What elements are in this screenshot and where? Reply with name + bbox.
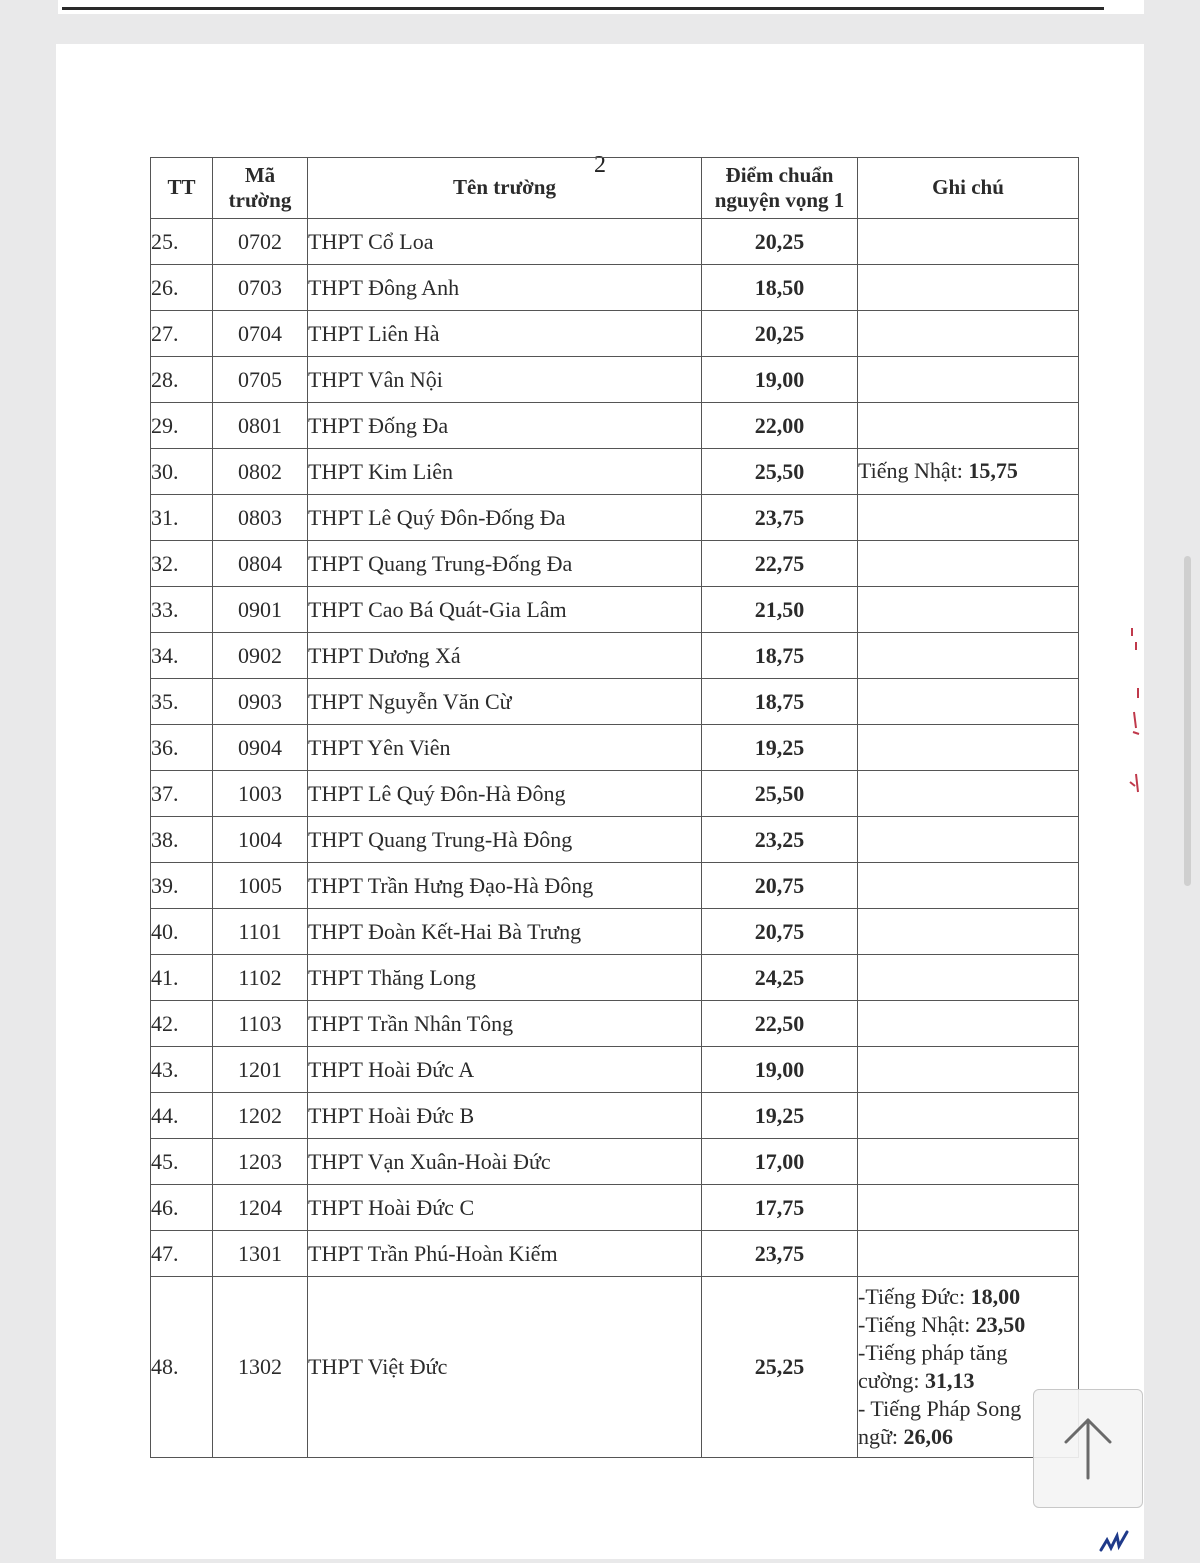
school-name: THPT Trần Nhân Tông xyxy=(308,1001,702,1047)
cutoff-score: 19,25 xyxy=(702,725,858,771)
row-number: 42. xyxy=(151,1001,213,1047)
school-name: THPT Quang Trung-Đống Đa xyxy=(308,541,702,587)
cutoff-score-table xyxy=(150,157,1079,1458)
school-name: THPT Lê Quý Đôn-Hà Đông xyxy=(308,771,702,817)
row-number: 47. xyxy=(151,1231,213,1277)
page-rule xyxy=(62,7,1104,10)
school-code: 0903 xyxy=(213,679,308,725)
table-row xyxy=(151,633,1079,679)
school-code: 1302 xyxy=(213,1277,308,1458)
cutoff-score: 22,75 xyxy=(702,541,858,587)
table-row xyxy=(151,403,1079,449)
cutoff-score: 20,25 xyxy=(702,311,858,357)
note xyxy=(858,725,1079,771)
table-row xyxy=(151,955,1079,1001)
row-number: 45. xyxy=(151,1139,213,1185)
table-row xyxy=(151,265,1079,311)
school-name: THPT Yên Viên xyxy=(308,725,702,771)
note-label: -Tiếng Nhật: xyxy=(858,1311,976,1337)
cutoff-score: 17,00 xyxy=(702,1139,858,1185)
cutoff-score: 21,50 xyxy=(702,587,858,633)
school-name: THPT Vân Nội xyxy=(308,357,702,403)
table-row xyxy=(151,219,1079,265)
school-code: 0702 xyxy=(213,219,308,265)
table-row xyxy=(151,1047,1079,1093)
note xyxy=(858,357,1079,403)
arrow-up-icon xyxy=(1058,1410,1118,1486)
note xyxy=(858,219,1079,265)
school-code: 1101 xyxy=(213,909,308,955)
table-row xyxy=(151,449,1079,495)
note xyxy=(858,1093,1079,1139)
note xyxy=(858,1001,1079,1047)
cutoff-score: 23,75 xyxy=(702,495,858,541)
note-label: -Tiếng Đức: xyxy=(858,1283,971,1309)
row-number: 35. xyxy=(151,679,213,725)
cutoff-score: 25,50 xyxy=(702,449,858,495)
note-value: 23,50 xyxy=(975,1311,1026,1337)
note-label: ngữ: xyxy=(858,1424,904,1450)
note xyxy=(858,403,1079,449)
school-code: 0704 xyxy=(213,311,308,357)
note-line xyxy=(858,1283,1078,1311)
note xyxy=(858,495,1079,541)
note xyxy=(858,817,1079,863)
row-number: 48. xyxy=(151,1277,213,1458)
cutoff-score: 18,50 xyxy=(702,265,858,311)
school-code: 0703 xyxy=(213,265,308,311)
table-row xyxy=(151,1185,1079,1231)
note xyxy=(858,449,1079,495)
school-code: 0901 xyxy=(213,587,308,633)
school-code: 1201 xyxy=(213,1047,308,1093)
school-code: 0904 xyxy=(213,725,308,771)
school-name: THPT Trần Hưng Đạo-Hà Đông xyxy=(308,863,702,909)
table-row xyxy=(151,1093,1079,1139)
row-number: 31. xyxy=(151,495,213,541)
note xyxy=(858,771,1079,817)
row-number: 29. xyxy=(151,403,213,449)
row-number: 25. xyxy=(151,219,213,265)
cutoff-score: 25,50 xyxy=(702,771,858,817)
school-code: 1005 xyxy=(213,863,308,909)
table-header-row xyxy=(151,158,1079,219)
school-name: THPT Hoài Đức A xyxy=(308,1047,702,1093)
note-line xyxy=(858,1311,1078,1339)
note-label: -Tiếng pháp tăng xyxy=(858,1339,1008,1365)
table-row xyxy=(151,1001,1079,1047)
margin-stamp-marks xyxy=(1124,624,1148,814)
note-label: - Tiếng Pháp Song xyxy=(858,1396,1022,1422)
note xyxy=(858,633,1079,679)
note xyxy=(858,1139,1079,1185)
school-code: 1203 xyxy=(213,1139,308,1185)
cutoff-score: 20,25 xyxy=(702,219,858,265)
note xyxy=(858,955,1079,1001)
school-name: THPT Đoàn Kết-Hai Bà Trưng xyxy=(308,909,702,955)
cutoff-score: 20,75 xyxy=(702,863,858,909)
row-number: 30. xyxy=(151,449,213,495)
row-number: 46. xyxy=(151,1185,213,1231)
table-row xyxy=(151,771,1079,817)
table-row xyxy=(151,725,1079,771)
school-name: THPT Đông Anh xyxy=(308,265,702,311)
cutoff-score: 20,75 xyxy=(702,909,858,955)
header-tt: TT xyxy=(151,158,213,219)
school-code: 1204 xyxy=(213,1185,308,1231)
header-score-line: Điểm chuẩn xyxy=(725,162,834,187)
row-number: 39. xyxy=(151,863,213,909)
cutoff-score: 22,50 xyxy=(702,1001,858,1047)
note xyxy=(858,1231,1079,1277)
cutoff-score: 23,25 xyxy=(702,817,858,863)
cutoff-score: 19,25 xyxy=(702,1093,858,1139)
row-number: 28. xyxy=(151,357,213,403)
cutoff-score: 23,75 xyxy=(702,1231,858,1277)
row-number: 27. xyxy=(151,311,213,357)
previous-page-edge xyxy=(58,0,1144,14)
row-number: 33. xyxy=(151,587,213,633)
cutoff-score: 25,25 xyxy=(702,1277,858,1458)
table-row xyxy=(151,1231,1079,1277)
cutoff-score: 18,75 xyxy=(702,679,858,725)
cutoff-score: 19,00 xyxy=(702,357,858,403)
school-name: THPT Liên Hà xyxy=(308,311,702,357)
school-code: 1202 xyxy=(213,1093,308,1139)
school-name: THPT Hoài Đức B xyxy=(308,1093,702,1139)
vertical-scrollbar[interactable] xyxy=(1184,556,1191,886)
header-code-line: Mã xyxy=(244,162,276,187)
header-school-code xyxy=(213,158,308,219)
school-name: THPT Nguyễn Văn Cừ xyxy=(308,679,702,725)
header-note: Ghi chú xyxy=(858,158,1079,219)
school-code: 1103 xyxy=(213,1001,308,1047)
note xyxy=(858,1185,1079,1231)
row-number: 44. xyxy=(151,1093,213,1139)
header-score-line: nguyện vọng 1 xyxy=(714,188,845,212)
header-school-name: Tên trường xyxy=(308,158,702,219)
table-row xyxy=(151,1139,1079,1185)
school-code: 1004 xyxy=(213,817,308,863)
table-row xyxy=(151,495,1079,541)
school-code: 0902 xyxy=(213,633,308,679)
row-number: 43. xyxy=(151,1047,213,1093)
note-label: cường: xyxy=(858,1368,925,1393)
note xyxy=(858,311,1079,357)
note xyxy=(858,541,1079,587)
school-code: 0801 xyxy=(213,403,308,449)
table-row xyxy=(151,311,1079,357)
school-name: THPT Cao Bá Quát-Gia Lâm xyxy=(308,587,702,633)
school-name: THPT Lê Quý Đôn-Đống Đa xyxy=(308,495,702,541)
cutoff-score: 24,25 xyxy=(702,955,858,1001)
school-name: THPT Việt Đức xyxy=(308,1277,702,1458)
school-name: THPT Thăng Long xyxy=(308,955,702,1001)
note xyxy=(858,1047,1079,1093)
table-row xyxy=(151,909,1079,955)
school-code: 0802 xyxy=(213,449,308,495)
pen-mark xyxy=(1097,1528,1131,1563)
row-number: 32. xyxy=(151,541,213,587)
school-name: THPT Quang Trung-Hà Đông xyxy=(308,817,702,863)
page-number: 2 xyxy=(594,152,606,178)
school-name: THPT Kim Liên xyxy=(308,449,702,495)
note-line xyxy=(858,1339,1078,1367)
note-line xyxy=(858,457,1078,485)
row-number: 37. xyxy=(151,771,213,817)
school-name: THPT Trần Phú-Hoàn Kiếm xyxy=(308,1231,702,1277)
header-code-line: trường xyxy=(228,188,292,212)
school-name: THPT Cổ Loa xyxy=(308,219,702,265)
school-code: 0705 xyxy=(213,357,308,403)
school-code: 0803 xyxy=(213,495,308,541)
table-body xyxy=(151,219,1079,1458)
note-value: 31,13 xyxy=(924,1368,975,1393)
table-row xyxy=(151,541,1079,587)
note-value: 26,06 xyxy=(903,1424,954,1450)
cutoff-score: 17,75 xyxy=(702,1185,858,1231)
note xyxy=(858,587,1079,633)
note xyxy=(858,679,1079,725)
school-name: THPT Dương Xá xyxy=(308,633,702,679)
row-number: 36. xyxy=(151,725,213,771)
school-code: 0804 xyxy=(213,541,308,587)
header-cutoff-score xyxy=(702,158,858,219)
school-code: 1301 xyxy=(213,1231,308,1277)
note-value: 15,75 xyxy=(968,458,1018,484)
note-value: 18,00 xyxy=(970,1283,1021,1309)
table-row xyxy=(151,1277,1079,1458)
table-row xyxy=(151,587,1079,633)
row-number: 40. xyxy=(151,909,213,955)
school-name: THPT Vạn Xuân-Hoài Đức xyxy=(308,1139,702,1185)
school-name: THPT Đống Đa xyxy=(308,403,702,449)
cutoff-score: 22,00 xyxy=(702,403,858,449)
table-row xyxy=(151,357,1079,403)
table-row xyxy=(151,863,1079,909)
row-number: 34. xyxy=(151,633,213,679)
table-row xyxy=(151,817,1079,863)
cutoff-score: 18,75 xyxy=(702,633,858,679)
note xyxy=(858,265,1079,311)
school-code: 1102 xyxy=(213,955,308,1001)
cutoff-score: 19,00 xyxy=(702,1047,858,1093)
row-number: 41. xyxy=(151,955,213,1001)
table-row xyxy=(151,679,1079,725)
note xyxy=(858,863,1079,909)
school-name: THPT Hoài Đức C xyxy=(308,1185,702,1231)
row-number: 26. xyxy=(151,265,213,311)
note-label: Tiếng Nhật: xyxy=(858,458,969,484)
row-number: 38. xyxy=(151,817,213,863)
scroll-to-top-button[interactable] xyxy=(1033,1389,1143,1508)
school-code: 1003 xyxy=(213,771,308,817)
note xyxy=(858,909,1079,955)
